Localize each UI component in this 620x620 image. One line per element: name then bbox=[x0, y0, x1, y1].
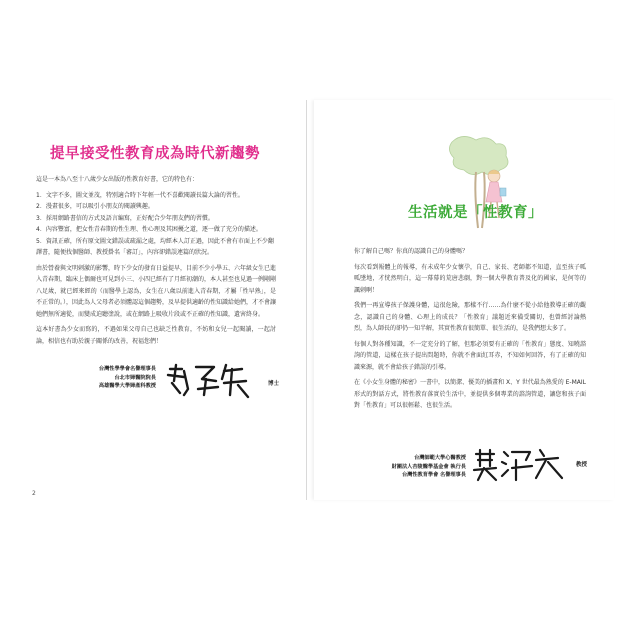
feature-item: 1．文字不多，圖文並茂，特別適合時下年輕一代不喜歡閱讀長篇大論的習性。 bbox=[36, 191, 244, 199]
intro-paragraph: 這是一本為八至十八歲少女出版的性教育好書，它的特色有： bbox=[36, 176, 199, 183]
body-paragraph: 我們一再宣導孩子保護身體，這很危險，那樣不行……為什麼不從小給他教導正確的觀念，認識自己的身體、心理上的成長？「性教育」議題近來備受關切，也曾經討論熱烈，為人師長的卻仍一知半解，其實性教育很簡單、很生活的，是我們想太多了。 bbox=[354, 302, 586, 332]
affiliation-line: 台灣師範大學心醫教授 bbox=[414, 455, 466, 461]
body-paragraph: 每次看到報體上的報導，有未成年少女懷孕，自己、家長、老師都不知道，直至孩子呱呱墜地，才恍然明白，這一幕幕的荒唐悲劇，對一個大學教育普及化的國家，是何等的諷刺啊！ bbox=[354, 263, 586, 294]
body-paragraph: 這本好書為少女而寫的，不過如果父母自己也缺乏性教育，不妨和女兒一起閱讀，一起討論，相信也有助於親子關係的改善，祝福您們！ bbox=[36, 326, 276, 345]
author-title-suffix: 教授 bbox=[576, 462, 588, 468]
handwritten-signature bbox=[162, 359, 262, 399]
page-number: 2 bbox=[32, 490, 36, 497]
feature-item: 3．採用網路書信的方式及語言編寫，正好配合少年朋友們的習慣。 bbox=[36, 214, 214, 222]
affiliation-line: 台北市婦醫院院長 bbox=[114, 374, 156, 381]
affiliation-line: 台灣性教育學會 名譽理事長 bbox=[401, 472, 466, 478]
body-paragraph: 在《小女生身體的秘密》一書中，以簡潔、優美的插畫和 X、Y 世代最為熟愛的 E-MAIL 形式的對話方式，將性教育落實於生活中，並提供多個專業的諮詢管道，讓您和孩子面對「性教育」可以很輕鬆、也很生活。 bbox=[354, 379, 586, 409]
left-page-title: 提早接受性教育成為時代新趨勢 bbox=[50, 146, 260, 162]
book-spread bbox=[6, 100, 614, 500]
body-paragraph: 每個人對各種知識，不一定充分的了解，但那必須要有正確的「性教育」態度、知曉諮詢的管道，這樣在孩子提出問題時，你就不會面紅耳赤，不知如何回答，有了正確的知識來源，就不會給孩子錯誤的引導。 bbox=[354, 340, 586, 371]
affiliation-line: 財團法人杏陵醫學基金會 執行長 bbox=[391, 463, 466, 470]
right-page-body bbox=[354, 246, 586, 416]
feature-item: 4．內容豐富，把女性青春期的性生理、性心理及其困擾之道，逐一做了充分的描述。 bbox=[36, 226, 262, 233]
affiliation-line: 高雄醫學大學婦產科教授 bbox=[98, 383, 156, 389]
left-page-body bbox=[36, 174, 276, 351]
body-paragraph: 由於營養與文明刺激的影響，時下少女的發育日益提早，目前不少小學五、六年級女生已進入青春期，臨床上偶爾也可見到小三、小四已經有了月經初潮的，本人甚至也見過一例剛剛八足歲，就已經來經的（而醫學上認為，女生在八歲以前進入青春期，才屬「性早熟」，是不正常的。），因此為人父母者必須體認這個趨勢，及早提供適齡的性知識給她們，才不會讓她們無所適從，而變成迫聽塗說，或在網路上吸收片段或不正確的性知識，遺害終身。 bbox=[36, 264, 277, 318]
author-affiliations bbox=[46, 365, 156, 391]
feature-item: 5．資訊正確，所有原文圖文錯誤或疏漏之處，均經本人訂正過，因此不會有市面上不少翻譯書，隨便找個醫師、教授掛名「審訂」，內容卻錯誤連篇的狀況。 bbox=[36, 237, 274, 256]
affiliation-line: 台灣性學學會名譽理事長 bbox=[98, 366, 156, 372]
left-page bbox=[6, 100, 307, 500]
right-page bbox=[314, 100, 614, 500]
right-page-title: 生活就是「性教育」 bbox=[408, 205, 543, 221]
author-affiliations bbox=[350, 454, 466, 480]
feature-item: 2．漫畫很多，可以吸引小朋友的閱讀興趣。 bbox=[36, 203, 154, 210]
feature-list bbox=[36, 190, 276, 259]
handwritten-signature bbox=[470, 446, 570, 482]
body-paragraph: 你了解自己嗎？你真的認識自己的身體嗎？ bbox=[354, 248, 469, 255]
author-title-suffix: 博士 bbox=[268, 381, 280, 387]
